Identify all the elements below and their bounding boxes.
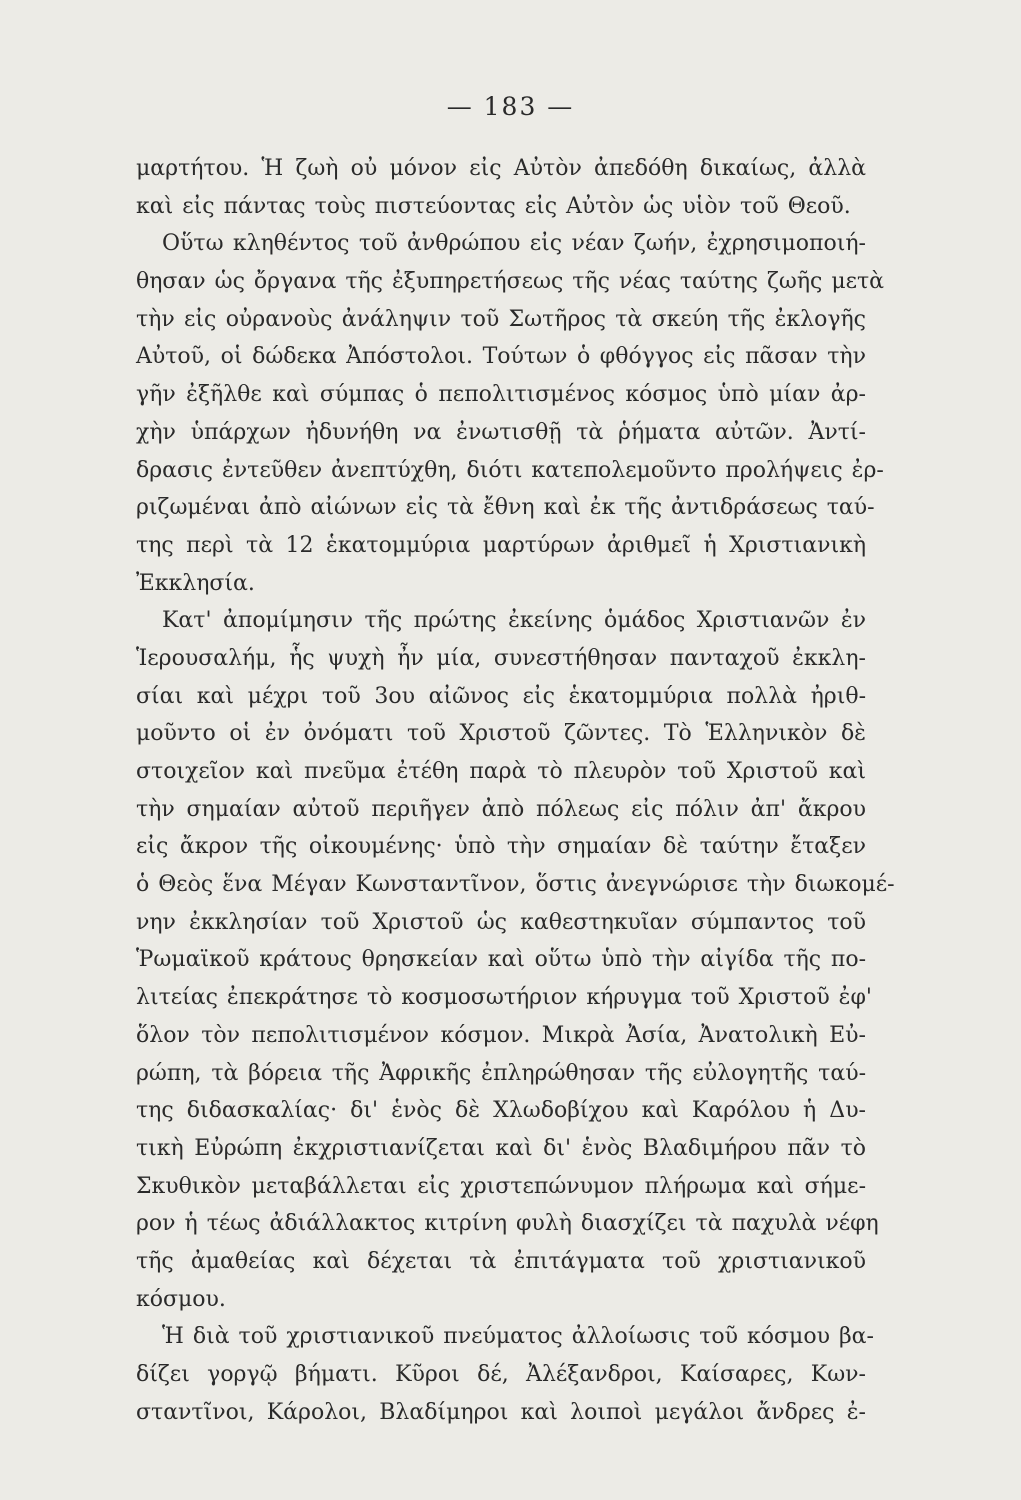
text-line: εἰς ἄκρον τῆς οἰκουμένης· ὑπὸ τὴν σημαίαν δὲ ταύτην ἔταξεν (136, 834, 866, 860)
text-line: Κατ' ἀπομίμησιν τῆς πρώτης ἐκείνης ὁμάδος Χριστιανῶν ἐν (162, 608, 866, 634)
text-line: τὴν σημαίαν αὐτοῦ περιῆγεν ἀπὸ πόλεως εἰς πόλιν ἀπ' ἄκρου (136, 796, 866, 822)
text-line: μαρτήτου. Ἡ ζωὴ οὐ μόνον εἰς Αὐτὸν ἀπεδόθη δικαίως, ἀλλὰ (136, 156, 866, 181)
text-line: Ἱερουσαλήμ, ἧς ψυχὴ ἦν μία, συνεστήθησαν πανταχοῦ ἐκκλη- (136, 645, 866, 671)
text-line: ρον ἡ τέως ἀδιάλλακτος κιτρίνη φυλὴ διασχίζει τὰ παχυλὰ νέφη (136, 1211, 879, 1237)
body-text (136, 150, 895, 1431)
text-line: λιτείας ἐπεκράτησε τὸ κοσμοσωτήριον κήρυγμα τοῦ Χριστοῦ ἐφ' (136, 985, 872, 1011)
text-line: Αὐτοῦ, οἱ δώδεκα Ἀπόστολοι. Τούτων ὁ φθόγγος εἰς πᾶσαν τὴν (136, 344, 866, 370)
text-line: νην ἐκκλησίαν τοῦ Χριστοῦ ὡς καθεστηκυῖαν σύμπαντος τοῦ (136, 909, 866, 935)
text-line: της περὶ τὰ 12 ἑκατομμύρια μαρτύρων ἀριθμεῖ ἡ Χριστιανικὴ (136, 532, 866, 558)
text-line: Ἐκκλησία. (136, 570, 255, 596)
text-line: γῆν ἐξῆλθε καὶ σύμπας ὁ πεπολιτισμένος κόσμος ὑπὸ μίαν ἀρ- (136, 382, 866, 408)
page-number: — 183 — (446, 92, 575, 121)
text-line: στοιχεῖον καὶ πνεῦμα ἐτέθη παρὰ τὸ πλευρὸν τοῦ Χριστοῦ καὶ (136, 759, 866, 784)
text-line: χὴν ὑπάρχων ἠδυνήθη να ἐνωτισθῇ τὰ ῥήματα αὐτῶν. Ἀντί- (136, 419, 866, 445)
text-line: Ῥωμαϊκοῦ κράτους θρησκείαν καὶ οὕτω ὑπὸ τὴν αἰγίδα τῆς πο- (136, 947, 866, 973)
text-line: Ἡ διὰ τοῦ χριστιανικοῦ πνεύματος ἀλλοίωσις τοῦ κόσμου βα- (162, 1324, 874, 1350)
text-line: θησαν ὡς ὄργανα τῆς ἐξυπηρετήσεως τῆς νέας ταύτης ζωῆς μετὰ (136, 269, 885, 295)
text-line: δίζει γοργῷ βήματι. Κῦροι δέ, Ἀλέξανδροι, Καίσαρες, Κων- (136, 1362, 866, 1387)
text-line: ριζωμέναι ἀπὸ αἰώνων εἰς τὰ ἔθνη καὶ ἐκ τῆς ἀντιδράσεως ταύ- (136, 495, 875, 521)
text-line: Οὕτω κληθέντος τοῦ ἀνθρώπου εἰς νέαν ζωήν, ἐχρησιμοποιή- (162, 231, 866, 257)
text-line: δρασις ἐντεῦθεν ἀνεπτύχθη, διότι κατεπολεμοῦντο προλήψεις ἐρ- (136, 457, 884, 483)
text-line: μοῦντο οἱ ἐν ὀνόματι τοῦ Χριστοῦ ζῶντες. Τὸ Ἑλληνικὸν δὲ (136, 721, 866, 747)
text-line: Σκυθικὸν μεταβάλλεται εἰς χριστεπώνυμον πλήρωμα καὶ σήμε- (136, 1173, 866, 1199)
text-line: ρώπη, τὰ βόρεια τῆς Ἀφρικῆς ἐπληρώθησαν τῆς εὐλογητῆς ταύ- (136, 1060, 866, 1086)
text-line: σταντῖνοι, Κάρολοι, Βλαδίμηροι καὶ λοιποὶ μεγάλοι ἄνδρες ἐ- (136, 1399, 866, 1425)
text-line: τὴν εἰς οὐρανοὺς ἀνάληψιν τοῦ Σωτῆρος τὰ σκεύη τῆς ἐκλογῆς (136, 306, 866, 332)
text-line: τικὴ Εὐρώπη ἐκχριστιανίζεται καὶ δι' ἑνὸς Βλαδιμήρου πᾶν τὸ (136, 1135, 866, 1161)
text-line: καὶ εἰς πάντας τοὺς πιστεύοντας εἰς Αὐτὸν ὡς υἱὸν τοῦ Θεοῦ. (136, 193, 851, 219)
text-line: της διδασκαλίας· δι' ἑνὸς δὲ Χλωδοβίχου καὶ Καρόλου ἡ Δυ- (136, 1098, 866, 1124)
text-line: τῆς ἀμαθείας καὶ δέχεται τὰ ἐπιτάγματα τοῦ χριστιανικοῦ (136, 1248, 866, 1274)
text-line: ὁ Θεὸς ἕνα Μέγαν Κωνσταντῖνον, ὅστις ἀνεγνώρισε τὴν διωκομέ- (136, 872, 895, 898)
text-line: ὅλον τὸν πεπολιτισμένον κόσμον. Μικρὰ Ἀσία, Ἀνατολικὴ Εὐ- (136, 1022, 866, 1048)
text-line: κόσμου. (136, 1286, 226, 1312)
text-line: σίαι καὶ μέχρι τοῦ 3ου αἰῶνος εἰς ἑκατομμύρια πολλὰ ἠριθ- (136, 683, 866, 709)
